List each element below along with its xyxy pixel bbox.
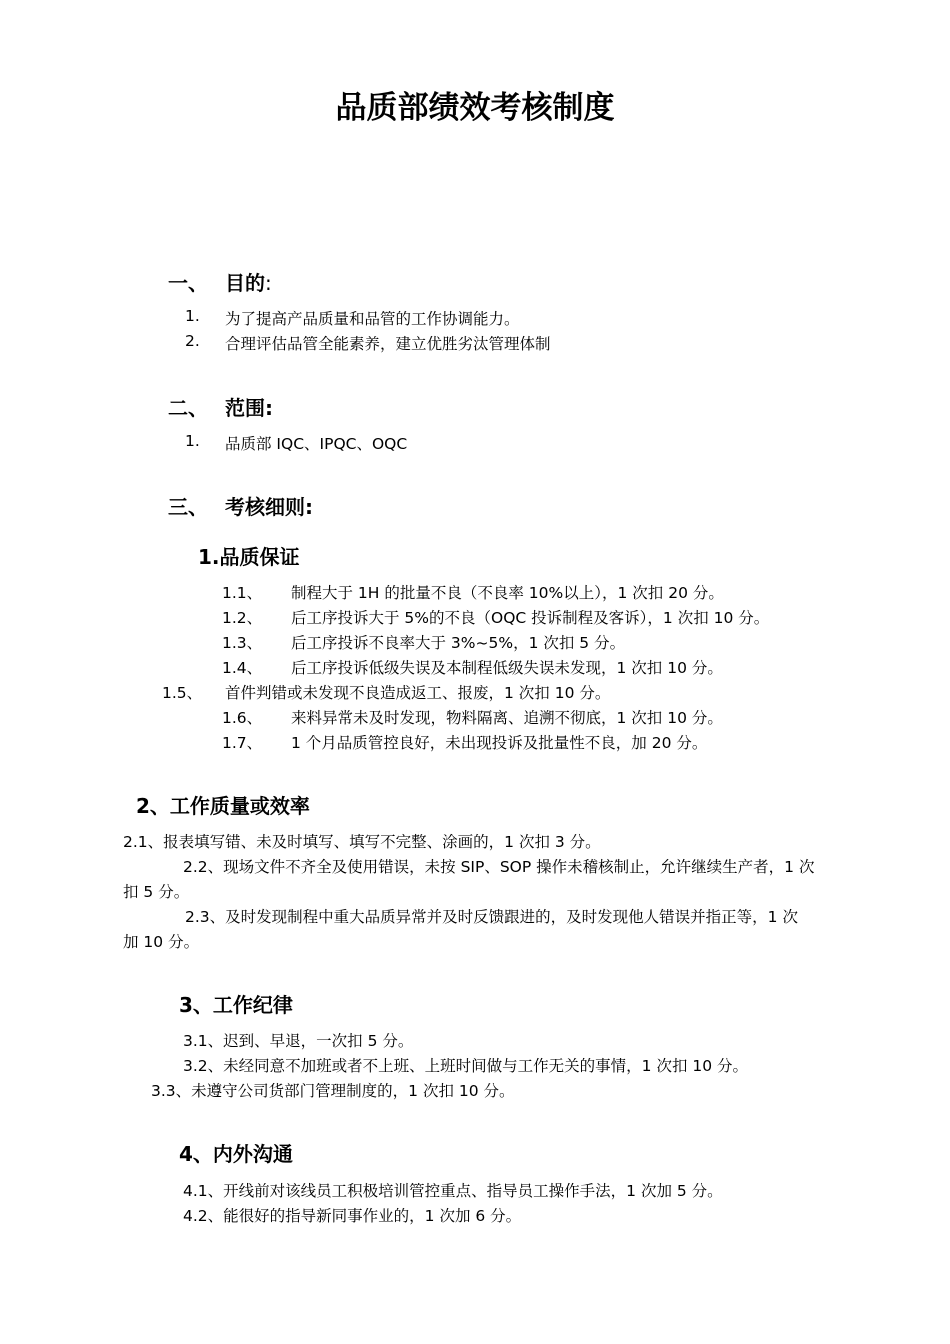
section-1-colon: :	[265, 271, 272, 295]
work-quality-item-2-line-2: 扣 5 分。	[123, 883, 190, 901]
discipline-item-1: 3.1、迟到、早退，一次扣 5 分。	[183, 1032, 414, 1050]
qa-item-5: 首件判错或未发现不良造成返工、报废，1 次扣 10 分。	[225, 684, 611, 702]
qa-item-6: 来料异常未及时发现，物料隔离、追溯不彻底，1 次扣 10 分。	[291, 709, 723, 727]
section-3-heading: 考核细则:	[225, 495, 313, 519]
section-1-item-1-number: 1.	[185, 307, 200, 325]
qa-item-3: 后工序投诉不良率大于 3%~5%，1 次扣 5 分。	[291, 634, 626, 652]
page-title: 品质部绩效考核制度	[335, 90, 615, 126]
section-1-item-1: 为了提高产品质量和品管的工作协调能力。	[225, 310, 520, 328]
discipline-item-3: 3.3、未遵守公司货部门管理制度的，1 次扣 10 分。	[151, 1082, 515, 1100]
qa-item-3-number: 1.3、	[222, 634, 263, 652]
communication-item-2: 4.2、能很好的指导新同事作业的，1 次加 6 分。	[183, 1207, 522, 1225]
communication-heading: 4、内外沟通	[179, 1142, 293, 1166]
work-quality-item-3-line-1: 2.3、及时发现制程中重大品质异常并及时反馈跟进的，及时发现他人错误并指正等，1 次	[185, 908, 798, 926]
work-quality-item-3-line-2: 加 10 分。	[123, 933, 200, 951]
section-1-item-2: 合理评估品管全能素养，建立优胜劣汰管理体制	[225, 335, 551, 353]
work-discipline-heading: 3、工作纪律	[179, 993, 293, 1017]
work-quality-item-2-line-1: 2.2、现场文件不齐全及使用错误，未按 SIP、SOP 操作未稽核制止，允许继续生产者，1 次	[183, 858, 815, 876]
section-2-item-1: 品质部 IQC、IPQC、OQC	[225, 435, 408, 453]
qa-item-2: 后工序投诉大于 5%的不良（OQC 投诉制程及客诉），1 次扣 10 分。	[291, 609, 770, 627]
section-3-number: 三、	[168, 495, 208, 519]
qa-item-4: 后工序投诉低级失误及本制程低级失误未发现，1 次扣 10 分。	[291, 659, 723, 677]
qa-item-4-number: 1.4、	[222, 659, 263, 677]
section-2-number: 二、	[168, 396, 208, 420]
qa-item-7: 1 个月品质管控良好，未出现投诉及批量性不良，加 20 分。	[291, 734, 708, 752]
section-1-number: 一、	[168, 271, 208, 295]
section-2-heading: 范围:	[225, 396, 273, 420]
discipline-item-2: 3.2、未经同意不加班或者不上班、上班时间做与工作无关的事情，1 次扣 10 分。	[183, 1057, 749, 1075]
quality-assurance-heading: 1.品质保证	[198, 545, 300, 569]
section-1-heading	[225, 267, 272, 296]
qa-item-6-number: 1.6、	[222, 709, 263, 727]
section-1-item-2-number: 2.	[185, 332, 200, 350]
section-2-item-1-number: 1.	[185, 432, 200, 450]
work-quality-item-1: 2.1、报表填写错、未及时填写、填写不完整、涂画的，1 次扣 3 分。	[123, 833, 601, 851]
qa-item-5-number: 1.5、	[162, 684, 203, 702]
section-1-label: 目的	[225, 271, 265, 295]
qa-item-2-number: 1.2、	[222, 609, 263, 627]
qa-item-1: 制程大于 1H 的批量不良（不良率 10%以上），1 次扣 20 分。	[291, 584, 724, 602]
qa-item-1-number: 1.1、	[222, 584, 263, 602]
communication-item-1: 4.1、开线前对该线员工积极培训管控重点、指导员工操作手法，1 次加 5 分。	[183, 1182, 723, 1200]
qa-item-7-number: 1.7、	[222, 734, 263, 752]
work-quality-heading: 2、工作质量或效率	[136, 794, 310, 818]
